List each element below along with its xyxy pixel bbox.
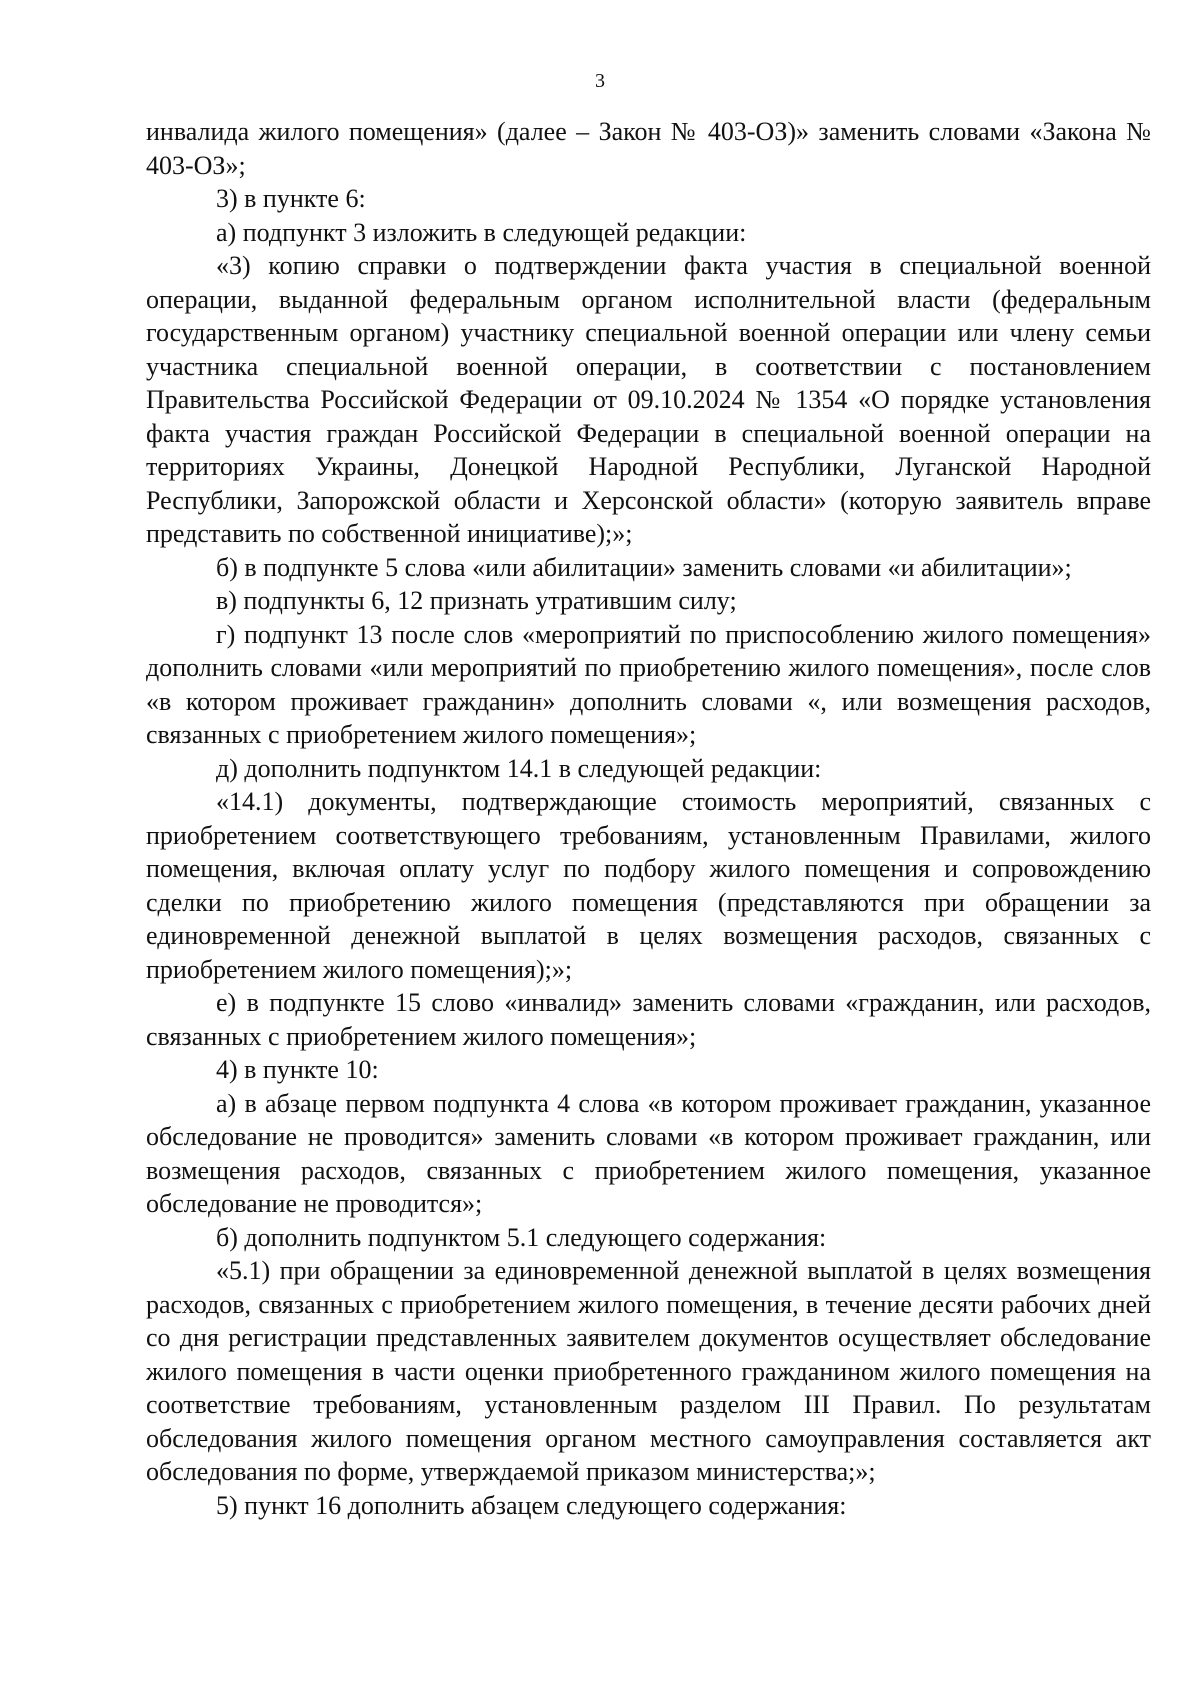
document-body xyxy=(146,115,1151,1522)
paragraph: «5.1) при обращении за единовременной денежной выплатой в целях возмещения расходов, связанных с приобретением жилого помещения, в течение десяти рабочих дней со дня регистрации представленных заявителем документов осуществляет обследование жилого помещения в части оценки приобретенного гражданином жилого помещения на соответствие требованиям, установленным разделом III Правил. По результатам обследования жилого помещения органом местного самоуправления составляется акт обследования по форме, утверждаемой приказом министерства;»; xyxy=(146,1256,1151,1486)
paragraph: в) подпункты 6, 12 признать утратившим силу; xyxy=(216,586,737,615)
paragraph: г) подпункт 13 после слов «мероприятий по приспособлению жилого помещения» дополнить словами «или мероприятий по приобретению жилого помещения», после слов «в котором проживает гражданин» дополнить словами «, или возмещения расходов, связанных с приобретением жилого помещения»; xyxy=(146,619,1151,749)
paragraph: «3) копию справки о подтверждении факта участия в специальной военной операции, выданной федеральным органом исполнительной власти (федеральным государственным органом) участнику специальной военной операции или члену семьи участника специальной военной операции, в соответствии с постановлением Правительства Российской Федерации от 09.10.2024 № 1354 «О порядке установления факта участия граждан Российской Федерации в специальной военной операции на территориях Украины, Донецкой Народной Республики, Луганской Народной Республики, Запорожской области и Херсонской области» (которую заявитель вправе представить по собственной инициативе);»; xyxy=(146,251,1151,548)
paragraph: инвалида жилого помещения» (далее – Закон № 403-ОЗ)» заменить словами «Закона № 403-ОЗ»; xyxy=(146,117,1151,180)
paragraph: д) дополнить подпунктом 14.1 в следующей редакции: xyxy=(216,753,822,783)
paragraph: 4) в пункте 10: xyxy=(216,1055,379,1084)
page-number: 3 xyxy=(595,70,605,92)
paragraph: б) дополнить подпунктом 5.1 следующего содержания: xyxy=(216,1222,827,1252)
paragraph: е) в подпункте 15 слово «инвалид» заменить словами «гражданин, или расходов, связанных с приобретением жилого помещения»; xyxy=(146,988,1151,1051)
paragraph: 3) в пункте 6: xyxy=(216,184,366,213)
paragraph: б) в подпункте 5 слова «или абилитации» заменить словами «и абилитации»; xyxy=(216,552,1072,582)
paragraph: 5) пункт 16 дополнить абзацем следующего содержания: xyxy=(216,1490,847,1520)
paragraph: а) в абзаце первом подпункта 4 слова «в котором проживает гражданин, указанное обследование не проводится» заменить словами «в котором проживает гражданин, или возмещения расходов, связанных с приобретением жилого помещения, указанное обследование не проводится»; xyxy=(146,1088,1151,1218)
paragraph: а) подпункт 3 изложить в следующей редакции: xyxy=(216,217,747,247)
paragraph: «14.1) документы, подтверждающие стоимость мероприятий, связанных с приобретением соответствующего требованиям, установленным Правилами, жилого помещения, включая оплату услуг по подбору жилого помещения и сопровождению сделки по приобретению жилого помещения (представляются при обращении за единовременной денежной выплатой в целях возмещения расходов, связанных с приобретением жилого помещения);»; xyxy=(146,787,1151,984)
